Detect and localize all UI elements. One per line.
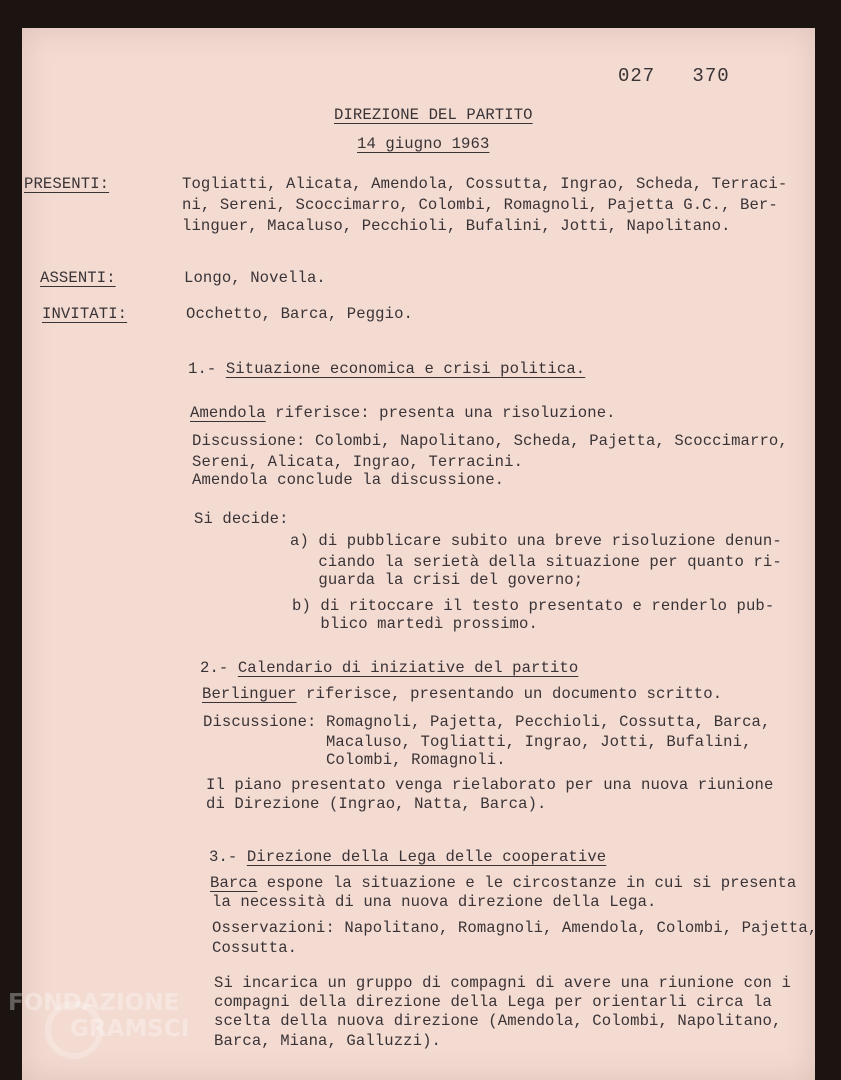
- section1-discussion-line: Discussione: Colombi, Napolitano, Scheda, Pajetta, Scoccimarro,: [192, 432, 788, 450]
- section1-discussion-line: Sereni, Alicata, Ingrao, Terracini.: [192, 453, 524, 471]
- assenti-value: Longo, Novella.: [184, 269, 326, 287]
- invitati-value: Occhetto, Barca, Peggio.: [186, 305, 413, 323]
- section1-discussion-line: Amendola conclude la discussione.: [192, 471, 505, 489]
- section2-title: Calendario di iniziative del partito: [237, 659, 579, 677]
- invitati-label: INVITATI:: [42, 305, 128, 323]
- presenti-label: PRESENTI:: [24, 175, 110, 193]
- section1-title: Situazione economica e crisi politica.: [225, 360, 586, 378]
- decision-b-line: blico martedì prossimo.: [292, 615, 538, 633]
- section3-task-line: Si incarica un gruppo di compagni di avere una riunione con i: [214, 974, 791, 992]
- section2-report-text: riferisce, presentando un documento scritto.: [296, 685, 723, 703]
- decision-b-line: b) di ritoccare il testo presentato e renderlo pub-: [292, 597, 775, 615]
- section2-reporter: Berlinguer: [202, 685, 297, 703]
- section1-report: [190, 403, 616, 424]
- presenti-line: linguer, Macaluso, Pecchioli, Bufalini, Jotti, Napolitano.: [182, 217, 731, 235]
- section3-task-line: Barca, Miana, Galluzzi).: [214, 1032, 441, 1050]
- section3-task-line: scelta della nuova direzione (Amendola, Colombi, Napolitano,: [214, 1012, 782, 1030]
- presenti-line: ni, Sereni, Scoccimarro, Colombi, Romagnoli, Pajetta G.C., Ber-: [182, 196, 778, 214]
- section2-discussion-line: Macaluso, Togliatti, Ingrao, Jotti, Bufalini,: [203, 733, 752, 751]
- section3-report-line2: la necessità di una nuova direzione della Lega.: [212, 893, 657, 911]
- decision-a-line: a) di pubblicare subito una breve risoluzione denun-: [290, 532, 782, 550]
- document-title: DIREZIONE DEL PARTITO: [334, 106, 533, 124]
- section1-reporter: Amendola: [190, 404, 266, 422]
- section3-heading: [209, 847, 606, 868]
- section2-discussion-line: Discussione: Romagnoli, Pajetta, Pecchioli, Cossutta, Barca,: [203, 713, 771, 731]
- decision-a-line: guarda la crisi del governo;: [290, 571, 584, 589]
- meeting-date: 14 giugno 1963: [357, 135, 490, 153]
- decision-a-line: ciando la serietà della situazione per quanto ri-: [290, 553, 782, 571]
- section2-heading: [200, 658, 578, 679]
- section3-report: [210, 873, 796, 894]
- document-page: [22, 28, 818, 1080]
- section3-title: Direzione della Lega delle cooperative: [246, 848, 607, 866]
- document-number: 027 370: [618, 65, 730, 87]
- section2-plan-line: Il piano presentato venga rielaborato per una nuova riunione: [206, 776, 774, 794]
- section3-reporter: Barca: [210, 874, 258, 892]
- assenti-label: ASSENTI:: [40, 269, 116, 287]
- section1-heading: [188, 359, 585, 380]
- section2-discussion-line: Colombi, Romagnoli.: [203, 751, 506, 769]
- svg-text:FONDAZIONE: FONDAZIONE: [8, 990, 180, 1016]
- section1-report-text: riferisce: presenta una risoluzione.: [265, 404, 616, 422]
- section2-plan-line: di Direzione (Ingrao, Natta, Barca).: [206, 795, 547, 813]
- svg-text:GRAMSCI: GRAMSCI: [70, 1016, 190, 1042]
- section3-number: 3.-: [209, 848, 247, 866]
- si-decide: Si decide:: [194, 510, 289, 528]
- presenti-line: Togliatti, Alicata, Amendola, Cossutta, Ingrao, Scheda, Terraci-: [182, 175, 788, 193]
- section2-report: [202, 684, 722, 705]
- section1-number: 1.-: [188, 360, 226, 378]
- section3-observation-line: Osservazioni: Napolitano, Romagnoli, Amendola, Colombi, Pajetta,: [212, 919, 818, 937]
- section3-report-text: espone la situazione e le circostanze in cui si presenta: [257, 874, 797, 892]
- section3-task-line: compagni della direzione della Lega per orientarli circa la: [214, 993, 773, 1011]
- section2-number: 2.-: [200, 659, 238, 677]
- section3-observation-line: Cossutta.: [212, 939, 298, 957]
